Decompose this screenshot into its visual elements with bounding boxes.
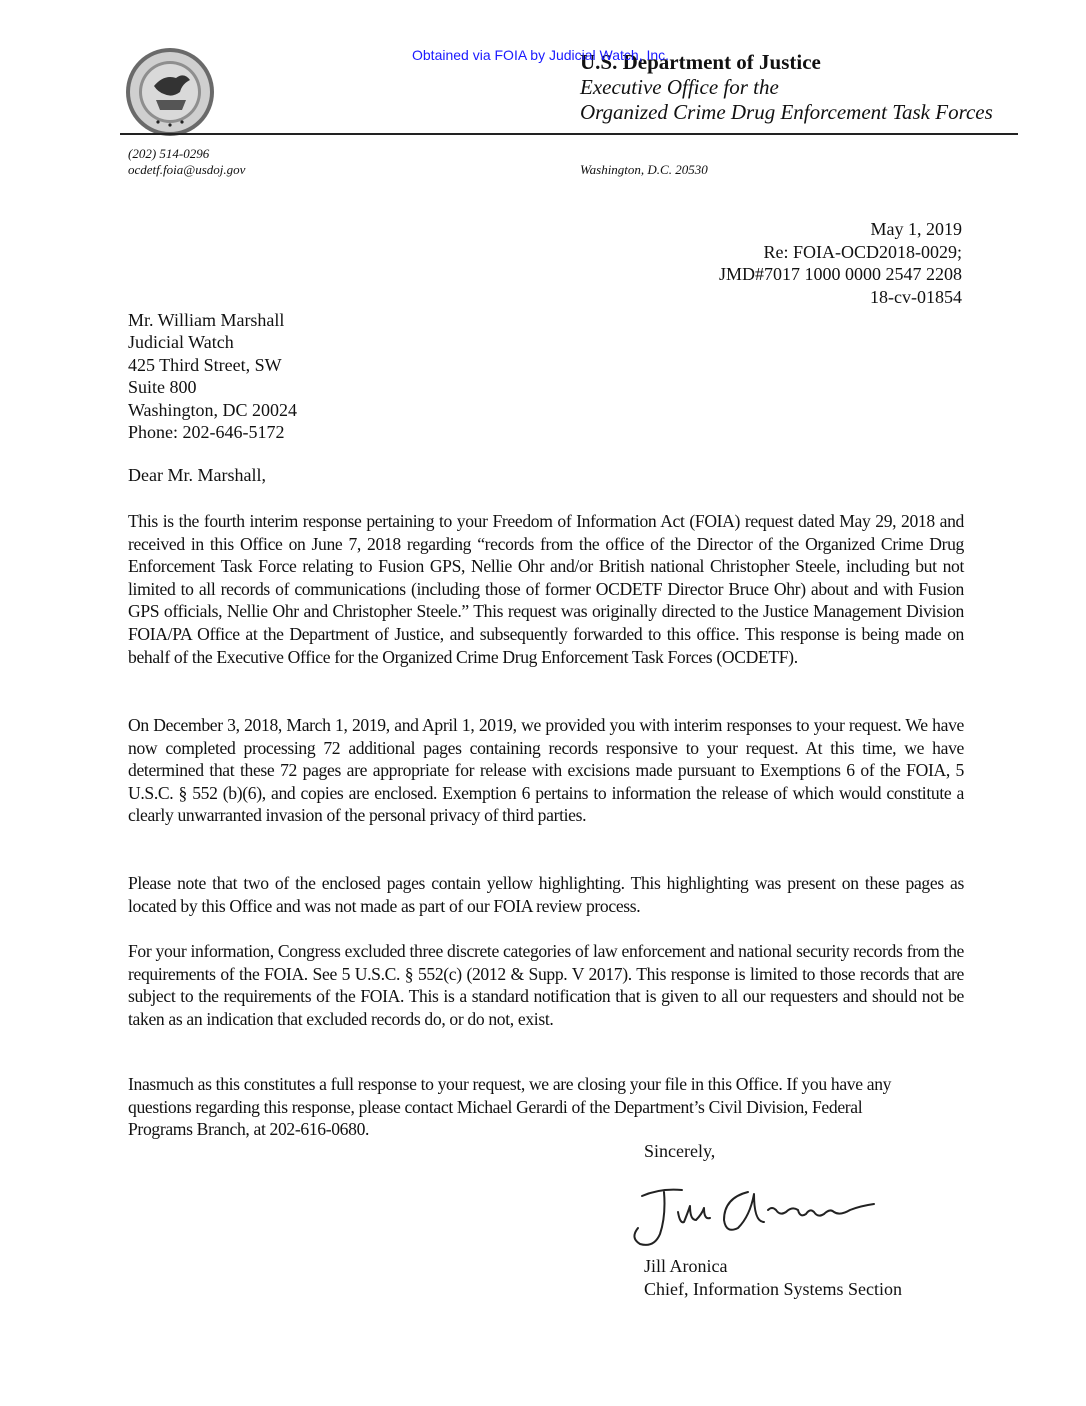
- recipient-street: 425 Third Street, SW: [128, 354, 282, 375]
- recipient-suite: Suite 800: [128, 377, 197, 398]
- office-name-line1: Executive Office for the: [580, 75, 779, 99]
- closing: Sincerely,: [644, 1141, 716, 1161]
- foia-watermark: Obtained via FOIA by Judicial Watch, Inc.: [412, 47, 670, 63]
- jmd-tracking-number: JMD#7017 1000 0000 2547 2208: [718, 264, 962, 284]
- body-paragraph-4: For your information, Congress excluded three discrete categories of law enforcement and national security records from the requirements of the FOIA. See 5 U.S.C. § 552(c) (2012 & Supp. V 2017). This response is limited to those records that are subject to the requirements of the FOIA. This is a standard notification that is given to all our requesters and should not be taken as an indication that excluded records do, or do not, exist.: [128, 941, 964, 1029]
- body-paragraph-5: Inasmuch as this constitutes a full response to your request, we are closing your file in this Office. If you have any questions regarding this response, please contact Michael Gerardi of the Department’s Civil Division, Federal Programs Branch, at 202-616-0680.: [128, 1074, 892, 1140]
- signer-block: [644, 1255, 902, 1300]
- office-email: ocdetf.foia@usdoj.gov: [128, 162, 246, 177]
- recipient-city: Washington, DC 20024: [128, 399, 298, 420]
- office-name-line2: Organized Crime Drug Enforcement Task Forces: [580, 100, 993, 124]
- signer-title: Chief, Information Systems Section: [644, 1278, 902, 1299]
- body-paragraph-1: This is the fourth interim response pertaining to your Freedom of Information Act (FOIA) request dated May 29, 2018 and received in this Office on June 7, 2018 regarding “records from the office of the Director of the Organized Crime Drug Enforcement Task Force relating to Fusion GPS, Nellie Ohr and/or British national Christopher Steele, including but not limited to all records of communications (including those of former OCDETF Director Bruce Ohr) about and with Fusion GPS officials, Nellie Ohr and Christopher Steele.” This request was originally directed to the Justice Management Division FOIA/PA Office at the Department of Justice, and subsequently forwarded to this office. This response is being made on behalf of the Executive Office for the Organized Crime Drug Enforcement Task Forces (OCDETF).: [128, 511, 964, 667]
- recipient-name: Mr. William Marshall: [128, 310, 285, 330]
- office-phone: (202) 514-0296: [128, 146, 210, 161]
- department-name: U.S. Department of Justice: [580, 50, 821, 74]
- reference-block: [719, 218, 962, 308]
- letterhead-divider: [120, 133, 1018, 135]
- case-number: 18-cv-01854: [870, 286, 962, 307]
- salutation: Dear Mr. Marshall,: [128, 465, 266, 485]
- doj-seal-icon: [124, 46, 216, 138]
- foia-reference: Re: FOIA-OCD2018-0029;: [763, 241, 962, 262]
- office-city: Washington, D.C. 20530: [580, 162, 708, 177]
- recipient-address: [128, 309, 297, 443]
- recipient-organization: Judicial Watch: [128, 332, 234, 353]
- body-paragraph-2: On December 3, 2018, March 1, 2019, and April 1, 2019, we provided you with interim responses to your request. We have now completed processing 72 additional pages containing records responsive to your request. At this time, we have determined that these 72 pages are appropriate for release with excisions made pursuant to Exemptions 6 of the FOIA, 5 U.S.C. § 552 (b)(6), and copies are enclosed. Exemption 6 pertains to information the release of which would constitute a clearly unwarranted invasion of the personal privacy of third parties.: [128, 715, 964, 826]
- recipient-phone: Phone: 202-646-5172: [128, 422, 285, 443]
- letter-date: May 1, 2019: [870, 219, 962, 239]
- handwritten-signature-icon: [620, 1176, 890, 1256]
- signer-name: Jill Aronica: [644, 1256, 728, 1276]
- body-paragraph-3: Please note that two of the enclosed pages contain yellow highlighting. This highlighting was present on these pages as located by this Office and was not made as part of our FOIA review process.: [128, 873, 964, 916]
